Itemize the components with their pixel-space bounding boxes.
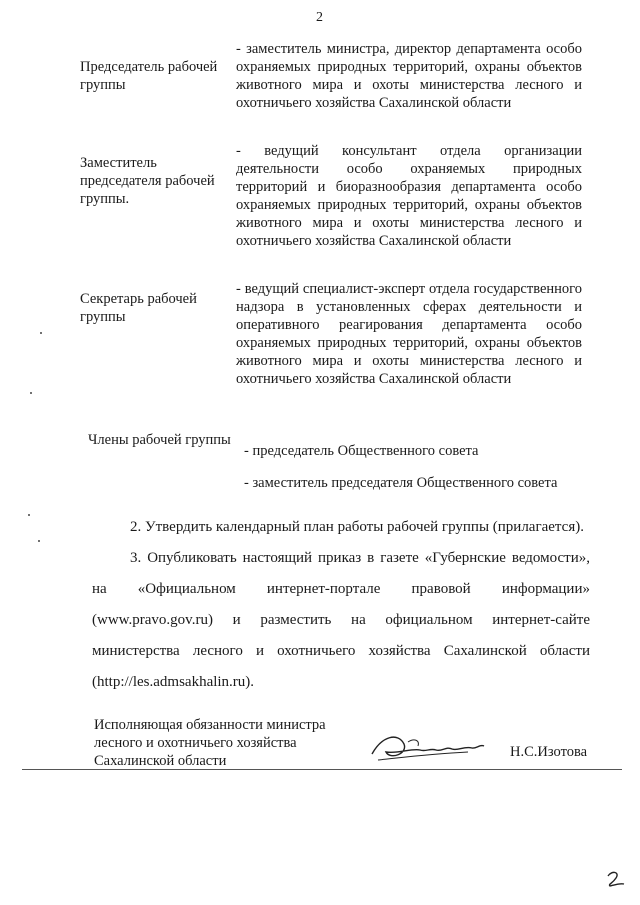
- page-number: 2: [316, 10, 323, 25]
- members-title: Члены рабочей группы: [88, 432, 231, 448]
- role-title: Председатель рабочей группы: [80, 59, 218, 93]
- member-item: - председатель Общественного совета: [244, 443, 479, 459]
- signatory-position: Исполняющая обязанности министра лесного и охотничьего хозяйства Сахалинской области: [94, 717, 326, 769]
- role-description: - заместитель министра, директор департамента особо охраняемых природных территорий, охраны объектов животного мира и охоты министерства лесного и охотничьего хозяйства Сахалинской области: [236, 41, 582, 111]
- signatory-name: Н.С.Изотова: [510, 744, 588, 760]
- handwritten-signature: [368, 724, 488, 768]
- scan-speck: [40, 332, 42, 334]
- role-description: - ведущий консультант отдела организации деятельности особо охраняемых природных территорий и биоразнообразия департамента особо охраняемых природных территорий, охраны объектов животного мира и охоты министерства лесного и охотничьего хозяйства Сахалинской области: [236, 143, 582, 249]
- role-title: Заместитель председателя рабочей группы.: [80, 155, 215, 207]
- handwritten-mark-icon: [604, 870, 626, 888]
- scan-speck: [28, 514, 30, 516]
- member-item: - заместитель председателя Общественного совета: [244, 475, 558, 491]
- scan-speck: [38, 540, 40, 542]
- signature-underline: [22, 769, 622, 770]
- scan-speck: [30, 392, 32, 394]
- paragraph-2: 2. Утвердить календарный план работы рабочей группы (прилагается).: [130, 519, 584, 535]
- role-description: - ведущий специалист-эксперт отдела государственного надзора в установленных сферах деятельности и оперативного реагирования департамента особо охраняемых природных территорий, охраны объектов животного мира и охоты министерства лесного и охотничьего хозяйства Сахалинской области: [236, 281, 582, 387]
- paragraph-3: 3. Опубликовать настоящий приказ в газете «Губернские ведомости», на «Официальном интернет-портале правовой информации» (www.pravo.gov.ru) и разместить на официальном интернет-сайте министерства лесного и охотничьего хозяйства Сахалинской области (http://les.admsakhalin.ru).: [92, 550, 590, 690]
- role-title: Секретарь рабочей группы: [80, 291, 197, 325]
